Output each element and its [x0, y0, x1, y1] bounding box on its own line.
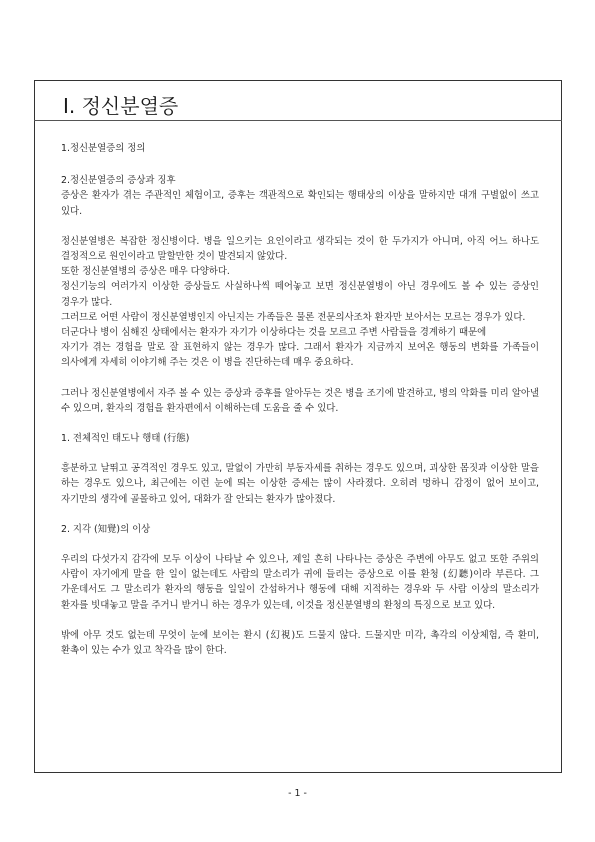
- paragraph-behavior: 흥분하고 날뛰고 공격적인 경우도 있고, 말없이 가만히 부동자세를 취하는 경우도 있으며, 괴상한 몸짓과 이상한 말을 하는 경우도 있으나, 최근에는 이런 눈에 띄는 이상한 증세는 많이 사라졌다. 오히려 멍하니 감정이 없어 보이고, 자기만의 생각에 골몰하고 있어, 대화가 잘 안되는 환자가 많아졌다.: [61, 463, 539, 505]
- paragraph-severe-state: 더군다나 병이 심해진 상태에서는 환자가 자기가 이상하다는 것을 모르고 주변 사람들을 경계하기 때문에: [61, 327, 487, 339]
- paragraph-definition-heading: 1.정신분열증의 정의: [61, 143, 146, 154]
- paragraph-diagnosis-difficulty: 그러므로 어떤 사람이 정신분열병인지 아닌지는 가족들은 물론 전문의사조차 환자만 보아서는 모르는 경우가 있다.: [61, 311, 526, 323]
- title-divider: [34, 120, 562, 121]
- paragraph-symptoms-heading: 2.정신분열증의 증상과 징후: [61, 175, 176, 187]
- page-title: Ⅰ. 정신분열증: [63, 94, 179, 118]
- paragraph-early-detection: 그러나 정신분열병에서 자주 볼 수 있는 증상과 증후를 알아두는 것은 병을 조기에 발견하고, 병의 악화를 미리 알아낼 수 있으며, 환자의 경험을 환자편에서 이해하는데 도움을 줄 수 있다.: [61, 387, 539, 414]
- page-number: - 1 -: [288, 788, 307, 799]
- paragraph-hallucination: 우리의 다섯가지 감각에 모두 이상이 나타날 수 있으나, 제일 흔히 나타나는 증상은 주변에 아무도 없고 또한 주위의 사람이 자기에게 말을 한 일이 없는데도 사람의 말소리가 귀에 들리는 증상으로 이를 환청 (幻聽)이라 부른다. 그 가운데서도 그 말소리가 환자의 행동을 일일이 간섭하거나 행동에 대해 지적하는 경우와 두 사람 이상의 말소리가 환자를 빗대놓고 말을 주거니 받거니 하는 경우가 있는데, 이것을 정신분열병의 환청의 특징으로 보고 있다.: [61, 554, 539, 611]
- paragraph-diverse-symptoms: 또한 정신분열병의 증상은 매우 다양하다.: [61, 266, 230, 278]
- paragraph-complex-illness: 정신분열병은 복잡한 정신병이다. 병을 일으키는 요인이라고 생각되는 것이 한 두가지가 아니며, 아직 어느 하나도 결정적으로 원인이라고 말할만한 것이 발견되지 않았다.: [61, 235, 539, 263]
- paragraph-symptoms-intro: 증상은 환자가 겪는 주관적인 체험이고, 증후는 객관적으로 확인되는 행태상의 이상을 말하지만 대개 구별없이 쓰고 있다.: [61, 190, 539, 217]
- section-heading-perception: 2. 지각 (知覺)의 이상: [61, 523, 151, 535]
- paragraph-mental-functions: 정신기능의 여러가지 이상한 증상들도 사실하나씩 떼어놓고 보면 정신분열병이 아닌 경우에도 볼 수 있는 증상인 경우가 많다.: [61, 281, 539, 308]
- section-heading-behavior: 1. 전체적인 태도나 행태 (行態): [61, 433, 190, 445]
- document-body: [61, 141, 539, 658]
- paragraph-visual-hallucination: 밖에 아무 것도 없는데 무엇이 눈에 보이는 환시 (幻視)도 드물지 않다. 드물지만 미각, 촉각의 이상체험, 즉 환미, 환촉이 있는 수가 있고 착각을 많이 한다.: [61, 629, 539, 657]
- paragraph-family-report: 자기가 겪는 경험을 말로 잘 표현하지 않는 경우가 많다. 그래서 환자가 지금까지 보여온 행동의 변화를 가족들이 의사에게 자세히 이야기해 주는 것은 이 병을 진단하는데 매우 중요하다.: [61, 342, 539, 369]
